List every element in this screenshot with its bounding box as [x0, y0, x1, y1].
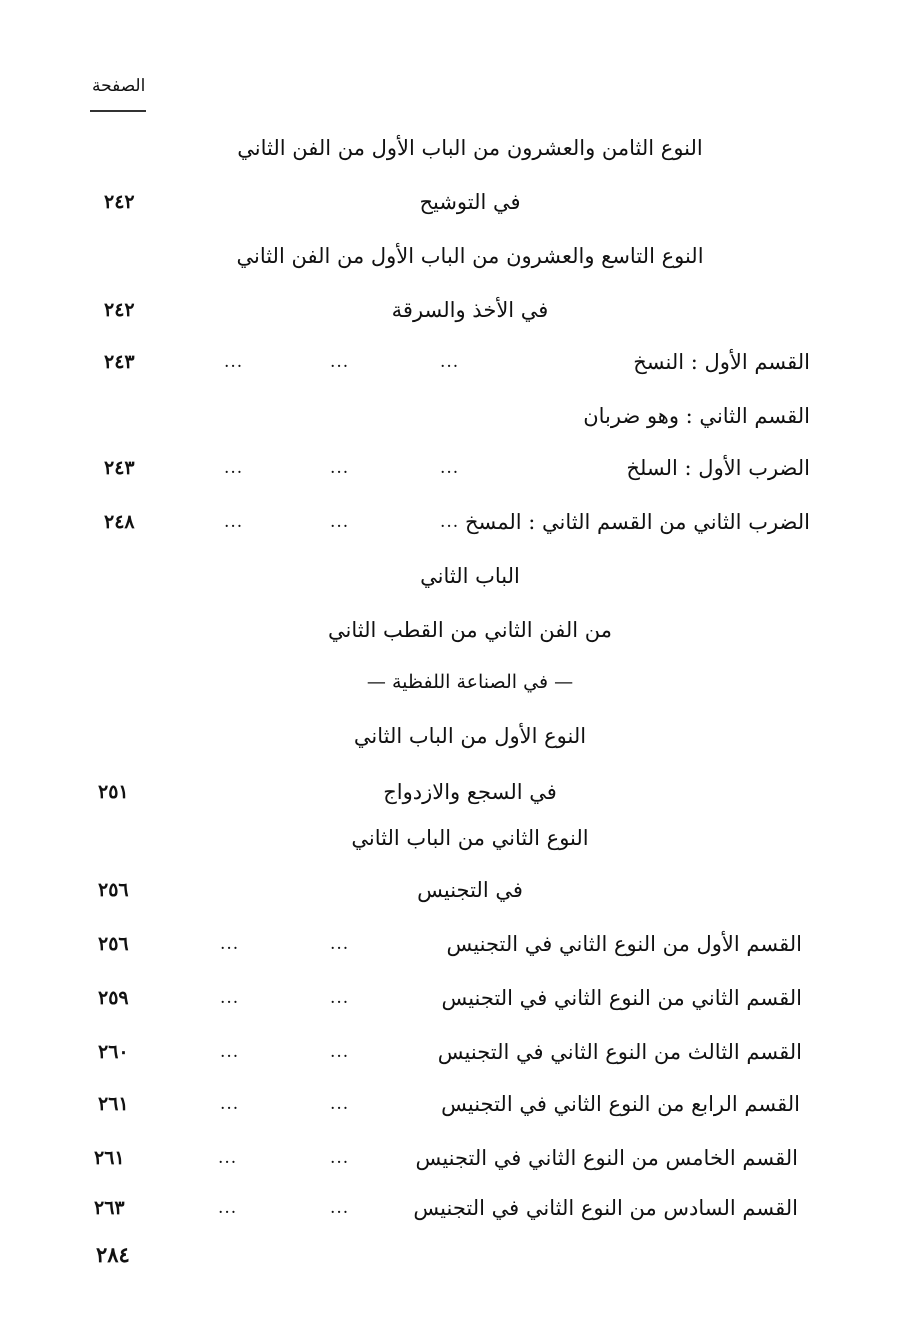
page-column-heading: الصفحة — [92, 76, 146, 96]
leader-dots: ... — [224, 352, 244, 372]
toc-row — [0, 554, 906, 598]
leader-dots: ... — [440, 352, 460, 372]
toc-entry: الضرب الثاني من القسم الثاني : المسخ — [464, 510, 810, 534]
leader-dots: ... — [224, 458, 244, 478]
leader-dots: ... — [330, 352, 350, 372]
leader-dots: ... — [218, 1198, 238, 1218]
toc-row — [0, 770, 906, 814]
leader-dots: ... — [330, 1148, 350, 1168]
toc-entry: القسم الرابع من النوع الثاني في التجنيس — [441, 1092, 800, 1116]
page-number: ٢٦١ — [94, 1147, 125, 1169]
toc-row — [0, 868, 906, 912]
leader-dots: ... — [330, 1042, 350, 1062]
page-number: ٢٤٣ — [104, 351, 135, 373]
leader-dots: ... — [330, 988, 350, 1008]
toc-entry: القسم الخامس من النوع الثاني في التجنيس — [415, 1146, 798, 1170]
toc-heading: النوع الثامن والعشرون من الباب الأول من الفن الثاني — [237, 136, 703, 160]
toc-entry: القسم الأول من النوع الثاني في التجنيس — [446, 932, 802, 956]
leader-dots: ... — [330, 1094, 350, 1114]
leader-dots: ... — [220, 1042, 240, 1062]
page-number: ٢٦٠ — [98, 1041, 129, 1063]
toc-entry: القسم الأول : النسخ — [633, 350, 810, 374]
leader-dots: ... — [220, 934, 240, 954]
leader-dots: ... — [440, 458, 460, 478]
leader-dots: ... — [330, 512, 350, 532]
page-number: ٢٥١ — [98, 781, 129, 803]
page-number: ٢٥٦ — [98, 933, 129, 955]
leader-dots: ... — [330, 934, 350, 954]
toc-row — [0, 714, 906, 758]
toc-row — [0, 500, 906, 544]
section-heading: من الفن الثاني من القطب الثاني — [327, 618, 613, 642]
toc-row — [0, 1136, 906, 1180]
heading-underline — [90, 110, 146, 112]
page-number: ٢٤٢ — [104, 299, 135, 321]
toc-entry: الضرب الأول : السلخ — [626, 456, 810, 480]
toc-entry: القسم الثاني : وهو ضربان — [583, 404, 810, 428]
leader-dots: ... — [330, 1198, 350, 1218]
toc-row — [0, 816, 906, 860]
toc-row — [0, 608, 906, 652]
section-heading: الباب الثاني — [420, 564, 520, 588]
toc-row — [0, 922, 906, 966]
toc-row — [0, 1030, 906, 1074]
leader-dots: ... — [330, 458, 350, 478]
toc-row — [0, 126, 906, 170]
leader-dots: ... — [218, 1148, 238, 1168]
leader-dots: ... — [224, 512, 244, 532]
toc-subheading: في الأخذ والسرقة — [391, 298, 549, 322]
toc-heading: النوع الأول من الباب الثاني — [353, 724, 587, 748]
toc-row — [0, 394, 906, 438]
leader-dots: ... — [220, 988, 240, 1008]
toc-heading: النوع الثاني من الباب الثاني — [351, 826, 589, 850]
toc-row — [0, 1186, 906, 1230]
toc-entry: القسم السادس من النوع الثاني في التجنيس — [413, 1196, 798, 1220]
page-number: ٢٦٣ — [94, 1197, 125, 1219]
toc-subheading: في السجع والازدواج — [383, 780, 557, 804]
section-heading: — في الصناعة اللفظية — — [366, 671, 574, 693]
page-number: ٢٥٦ — [98, 879, 129, 901]
toc-row — [0, 660, 906, 704]
toc-row — [0, 340, 906, 384]
page-number: ٢٤٣ — [104, 457, 135, 479]
toc-row — [0, 234, 906, 278]
toc-row — [0, 180, 906, 224]
toc-row — [0, 288, 906, 332]
leader-dots: ... — [440, 512, 460, 532]
toc-subheading: في التوشيح — [419, 190, 521, 214]
page-number: ٢٤٨ — [104, 511, 135, 533]
toc-entry: القسم الثالث من النوع الثاني في التجنيس — [437, 1040, 802, 1064]
leader-dots: ... — [220, 1094, 240, 1114]
page-footer-number: ٢٨٤ — [96, 1242, 130, 1267]
toc-subheading: في التجنيس — [417, 878, 523, 902]
toc-row — [0, 976, 906, 1020]
toc-heading: النوع التاسع والعشرون من الباب الأول من الفن الثاني — [236, 244, 704, 268]
page-number: ٢٦١ — [98, 1093, 129, 1115]
toc-entry: القسم الثاني من النوع الثاني في التجنيس — [441, 986, 802, 1010]
page-number: ٢٤٢ — [104, 191, 135, 213]
page-number: ٢٥٩ — [98, 987, 129, 1009]
toc-row — [0, 1082, 906, 1126]
toc-row — [0, 446, 906, 490]
